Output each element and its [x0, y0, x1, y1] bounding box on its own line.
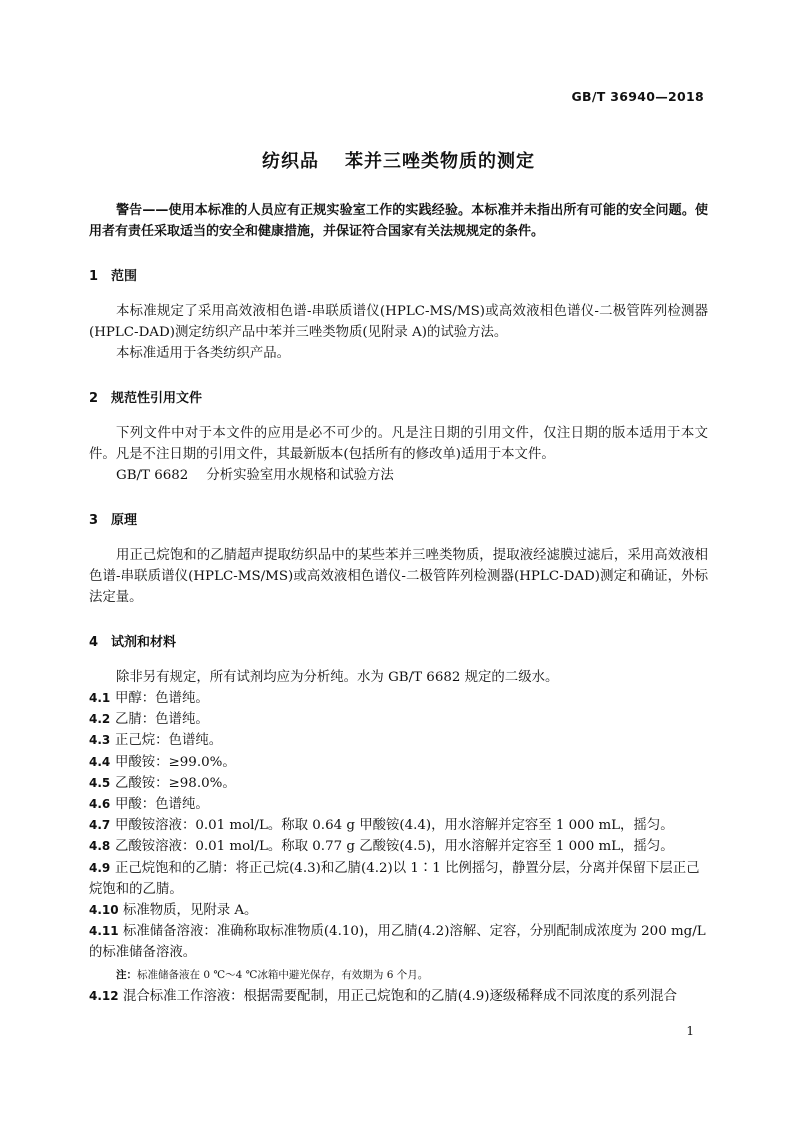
- list-item: 4.1 甲醇：色谱纯。: [89, 691, 209, 706]
- standard-code: GB/T 36940—2018: [571, 89, 704, 104]
- note-label: 注：: [116, 968, 137, 981]
- list-item: 4.5 乙酸铵：≥98.0%。: [89, 775, 236, 791]
- section-1-body: [89, 301, 708, 364]
- note-text: 标准储备液在 0 ℃～4 ℃冰箱中避光保存，有效期为 6 个月。: [137, 968, 429, 981]
- list-item: 4.12 混合标准工作溶液：根据需要配制，用正己烷饱和的乙腈(4.9)逐级稀释成不同浓度的系列混合: [89, 988, 677, 1004]
- section-number: 1: [89, 269, 99, 284]
- section-1-heading: [89, 266, 708, 287]
- section-title: 规范性引用文件: [111, 391, 203, 406]
- section-number: 4: [89, 635, 99, 650]
- paragraph: 用正己烷饱和的乙腈超声提取纺织品中的某些苯并三唑类物质，提取液经滤膜过滤后，采用高效液相色谱-串联质谱仪(HPLC-MS/MS)或高效液相色谱仪-二极管阵列检测器(HPLC-DAD)测定和确证，外标法定量。: [89, 548, 708, 605]
- section-2-body: [89, 423, 708, 486]
- section-3-heading: [89, 510, 708, 531]
- section-4-heading: [89, 632, 708, 653]
- title-part-2: 苯并三唑类物质的测定: [345, 151, 535, 172]
- normative-reference: [89, 465, 708, 486]
- list-item: 4.9 正己烷饱和的乙腈：将正己烷(4.3)和乙腈(4.2)以 1∶1 比例摇匀，静置分层，分离并保留下层正己烷饱和的乙腈。: [89, 860, 700, 897]
- section-3-body: [89, 545, 708, 608]
- page-number: 1: [686, 1024, 694, 1038]
- list-item: 4.11 标准储备溶液：准确称取标准物质(4.10)，用乙腈(4.2)溶解、定容，分别配制成浓度为 200 mg/L 的标准储备溶液。: [89, 924, 706, 961]
- list-item: 4.2 乙腈：色谱纯。: [89, 712, 209, 728]
- document-title: [89, 150, 708, 174]
- section-4-body: [89, 667, 708, 1007]
- list-item: 4.8 乙酸铵溶液：0.01 mol/L。称取 0.77 g 乙酸铵(4.5)，用水溶解并定容至 1 000 mL，摇匀。: [89, 839, 674, 855]
- list-item: 4.6 甲酸：色谱纯。: [89, 797, 209, 813]
- list-item: 4.3 正己烷：色谱纯。: [89, 733, 223, 749]
- section-title: 试剂和材料: [111, 635, 177, 650]
- paragraph: 本标准适用于各类纺织产品。: [116, 346, 291, 361]
- section-title: 范围: [111, 269, 138, 284]
- note: [89, 966, 708, 984]
- paragraph: 除非另有规定，所有试剂均应为分析纯。水为 GB/T 6682 规定的二级水。: [116, 670, 559, 685]
- reference-title: 分析实验室用水规格和试验方法: [206, 468, 394, 483]
- paragraph: 下列文件中对于本文件的应用是必不可少的。凡是注日期的引用文件，仅注日期的版本适用于本文件。凡是不注日期的引用文件，其最新版本(包括所有的修改单)适用于本文件。: [89, 426, 708, 462]
- title-part-1: 纺织品: [262, 151, 319, 172]
- section-number: 3: [89, 513, 99, 528]
- paragraph: 本标准规定了采用高效液相色谱-串联质谱仪(HPLC-MS/MS)或高效液相色谱仪-二极管阵列检测器(HPLC-DAD)测定纺织产品中苯并三唑类物质(见附录 A)的试验方法。: [89, 304, 708, 340]
- section-2-heading: [89, 388, 708, 409]
- safety-warning: 警告——使用本标准的人员应有正规实验室工作的实践经验。本标准并未指出所有可能的安全问题。使用者有责任采取适当的安全和健康措施，并保证符合国家有关法规规定的条件。: [89, 203, 708, 239]
- section-title: 原理: [111, 513, 138, 528]
- list-item: 4.4 甲酸铵：≥99.0%。: [89, 754, 236, 770]
- section-number: 2: [89, 391, 99, 406]
- list-item: 4.7 甲酸铵溶液：0.01 mol/L。称取 0.64 g 甲酸铵(4.4)，用水溶解并定容至 1 000 mL，摇匀。: [89, 818, 674, 834]
- reference-code: GB/T 6682: [116, 468, 189, 483]
- list-item: 4.10 标准物质，见附录 A。: [89, 903, 258, 919]
